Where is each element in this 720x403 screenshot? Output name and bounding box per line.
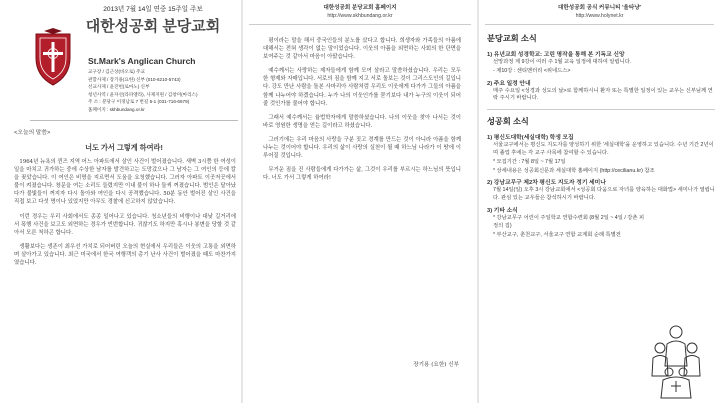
info-line: 교구장 / 김근상(바오로) 주교 xyxy=(88,69,145,74)
church-name: 대한성공회 분당교회 xyxy=(85,18,221,35)
page-header: 대한성공회 분당교회 홈페이지 xyxy=(323,5,397,11)
news-item-line: 서울교구에서는 평신도 지도자를 양성하기 위한 '세실대학'을 운영하고 있습니다. 수년 기간 2년이며 졸업 후에는 각 교구 사목에 참여할 수 있습니다. xyxy=(493,142,714,156)
news-column xyxy=(487,33,715,240)
info-line: 청년사역 / 윤자선(라파엘라), 사제지원 / 김창미(마리스) xyxy=(88,91,198,97)
news-item-line: * 상세내용은 성공회신문과 세실대학 홈페이지 (http://cecilianu.kr) 참조 xyxy=(493,167,655,174)
bulletin-page-2 xyxy=(243,0,477,403)
news-item-title: 1) 평신도대학(세실대학) 학생 모집 xyxy=(487,135,574,142)
paragraph: 그래서 예수께서는 율법학자에게 말씀하셨습니다. 나의 이웃을 찾아 나서는 것이 바로 영원한 생명을 얻는 길이라고 하셨습니다. xyxy=(263,114,461,129)
news-item-line: * 부산교구, 춘천교구, 서울교구 연합 교계회 순례 특별전 xyxy=(493,231,621,238)
divider xyxy=(30,120,238,121)
news-item-line: * 모집기간 : 7월 8일 ~ 7월 17일 xyxy=(493,158,566,165)
church-shield-logo xyxy=(30,28,76,88)
info-line: 홈페이지 : skhbundang.or.kr xyxy=(88,106,145,112)
divider xyxy=(487,109,715,110)
news-item-line: 매주 수요일 <성경과 성도의 날>로 함께하시니 환자 또는 특별한 일정이 있는 교우는 신부님께 연락 주시기 바랍니다. xyxy=(493,87,713,102)
info-line: 주 소 : 분당구 이경남로 7 번길 5-1 (031-716-6679) xyxy=(88,99,190,105)
header-url[interactable]: http://www.skhbundang.or.kr xyxy=(327,13,393,19)
divider xyxy=(249,24,471,25)
sermon-title: 너도 가서 그렇게 하여라! xyxy=(85,143,163,152)
info-line: 관할사제 / 장기용(요한) 신부 (010-6210-5743) xyxy=(88,76,181,82)
paragraph: 평이라는 말을 해서 중국인들의 분노를 샀다고 합니다. 희생자와 가족들의 아픔에 대해서는 전혀 생각이 없는 말이었습니다. 이웃의 아픔을 외면하는 사회의 한 단면을 보여주는 것 같아서 마음이 아팠습니다. xyxy=(263,38,461,61)
paragraph: 그러기에는 우리 마음의 사랑을 구분 짓고 경계를 만드는 것이 아니라 아픔을 함께 나누는 것이어야 합니다. 우리의 삶이 사랑의 실천이 될 때 하느님 나라가 이 땅에 이루어질 것입니다. xyxy=(263,136,461,160)
paragraph: 무거운 짐을 진 사람들에게 다가가는 삶, 그것이 우리를 부르시는 하느님의 뜻입니다. 너도 가서 그렇게 하여라! xyxy=(263,167,461,182)
section-title-parish-news: 분당교회 소식 xyxy=(487,34,537,43)
family-illustration xyxy=(647,320,705,400)
sermon-body-continued xyxy=(263,37,461,188)
divider xyxy=(485,24,714,25)
section-label: <오늘의 말씀> xyxy=(14,130,51,136)
news-item-line: 선망과정 제 9강이 여러 주 1월 교육 일정에 대하여 알립니다. xyxy=(493,59,632,65)
header-url[interactable]: http://www.holynet.kr xyxy=(575,13,624,19)
news-item-line: - 제10강 : 센티멘터리 <위네드스> xyxy=(493,67,571,74)
bulletin-date: 2013년 7월 14일 연중 15주일 주보 xyxy=(103,6,203,13)
news-item-title: 3) 기타 소식 xyxy=(487,207,518,214)
news-item-title: 2) 강남교무구 제2차 평신도 지도자 정기 세미나 xyxy=(487,180,606,187)
church-name-english: St.Mark's Anglican Church xyxy=(88,56,196,66)
news-item-title: 1) 유년교회 성경학교: 고린 명작을 통해 본 기독교 신앙 xyxy=(487,52,625,58)
info-line: 선교사제 / 윤진헌(로마노) 신부 xyxy=(88,84,150,90)
page-header: 대한성공회 공식 커뮤니티 '울타냥' xyxy=(558,5,641,11)
paragraph: 1964년 뉴욕의 퀸즈 지역 어느 아파트에서 살인 사건이 벌어졌습니다. 새벽 3시쯤 한 여성이 일을 마치고 귀가하는 중에 수상한 남자를 발견하고는 도망갔으나 그 남자는 그 여인의 등에 칼을 꽂았습니다. 이 여인은 비명을 지르면서 도움을 요청했습니다. 그러자 아파트 이곳저곳에서 불이 켜졌습니다. 창문을 여는 소리도 들렸지만 이내 불이 하나 둘씩 꺼졌습니다. 범인은 달아났다가 불빛들이 꺼지자 다시 돌아와 여인을 다시 공격했습니다. 50분 동안 벌어진 살인 사건을 직접 보고 다섯 명이나 있었지만 아무도 경찰에 신고하지 않았습니다. xyxy=(14,159,236,206)
news-item-line: 7월 14일(일) 오후 3시 강남교회에서 <성공회 다움으로 자녀를 양육하는 대화법> 세미나가 열립니다. 관심 있는 교우들은 참석하시기 바랍니다. xyxy=(493,187,715,202)
news-item-title: 2) 주요 일정 안내 xyxy=(487,80,531,87)
paragraph: 이런 경우는 우리 사회에서도 종종 일어나고 있습니다. 청소년들의 비행이나 대낮 길거리에서 폭행 사건을 보고도 외면하는 경우가 빈번합니다. 귀찮기도 하지만 혹시나 봉변을 당할 것 같아서 모른 척하곤 합니다. xyxy=(14,213,236,236)
bulletin-page-3 xyxy=(479,0,720,403)
church-info xyxy=(88,68,238,114)
signature: 장기용 (요한) 신부 xyxy=(413,362,459,368)
news-item-line: * 강남교무구 어린이 주일학교 연합수련회 (8월 2일 ~ 4일 / 강촌 피정의 집) xyxy=(493,214,645,229)
section-title-anglican-news: 성공회 소식 xyxy=(487,117,529,127)
paragraph: 예수께서는 사랑하는 제자들에게 함께 모여 살라고 말씀하셨습니다. 우리는 모두 한 형제와 자매입니다. 서로의 짐을 함께 지고 서로 돌보는 것이 그리스도인의 길입니다. 강도 만난 사람을 돌본 사마리아 사람처럼 우리도 이웃에게 다가가 그들의 아픔을 함께 나누어야 하겠습니다. 누가 나의 이웃인가를 묻기보다 내가 누구의 이웃이 되어 줄 것인가를 물어야 합니다. xyxy=(263,68,461,107)
bulletin-page-1 xyxy=(0,0,241,403)
sermon-body xyxy=(14,158,236,273)
paragraph: 생활보다는 생존이 최우선 가치로 되어버린 오늘의 현실에서 우리들은 이웃의 고통을 외면하며 살아가고 있습니다. 최근 미국에서 한국 여행객의 총기 난사 사건이 벌어졌을 때도 마찬가지였습니다. xyxy=(14,243,236,267)
